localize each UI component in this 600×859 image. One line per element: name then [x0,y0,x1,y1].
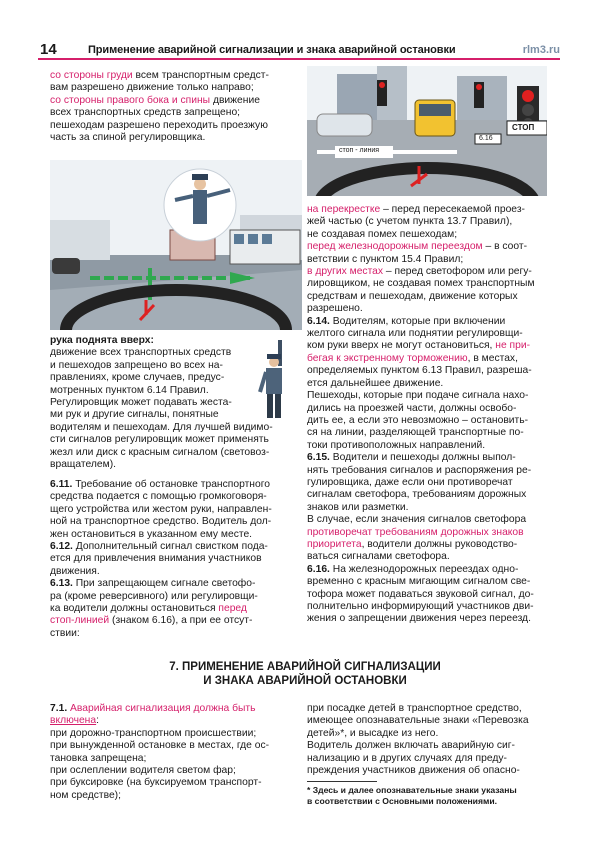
text-fragment: : [96,715,99,727]
intersection-drawing [50,160,302,330]
text-line: дились на проезжей части, должны освобо- [307,402,517,414]
officer-raised-hand-figure [256,340,298,420]
rule-number: 6.12. [50,541,73,553]
text-line: мотренных пунктом 6.14 Правил. [50,384,209,396]
text-fragment: Водители и пешеходы должны выпол- [329,452,516,464]
highlight-no-braking: не при- [495,340,531,352]
text-line: гулировщика, даже если они противоречат [307,476,513,488]
bottom-right-text [307,703,549,806]
stop-line-drawing [307,66,547,196]
text-line: не создавая помех пешеходам; [307,228,458,240]
text-fragment: На железнодорожных переездах одно- [329,563,519,575]
text-line: ся на линии, разделяющей транспортные по- [307,427,524,439]
rule-7-1-text [50,703,300,802]
text-line: Водитель должен включать аварийную сиг- [307,740,515,752]
text-fragment: При запрещающем сигнале светофо- [72,578,256,590]
text-line: при ослеплении водителя светом фар; [50,765,236,777]
rule-6-12-text [50,553,300,578]
rule-number: 6.15. [307,452,330,464]
text-fragment: – в соот- [482,241,528,253]
text-line: преждения участников движения об опасно- [307,765,520,777]
text-line: при буксировке (на буксируемом транспорт- [50,777,262,789]
highlight-priority: приоритета [307,538,362,550]
highlight-emergency-braking: бегая к экстренному торможению [307,352,468,364]
highlight-before: перед [218,603,247,615]
rule-number: 6.11. [50,479,73,490]
highlight-right-side: со стороны правого бока и спины [50,94,211,106]
rules-left-text [50,479,300,640]
text-line: дить ее, а если это невозможно – остановить- [307,414,529,426]
text-line: ствии: [50,627,80,639]
text-fragment: – перед светофором или регу- [383,266,532,278]
highlight-chest: со стороны груди [50,70,133,81]
intersection-illustration [50,160,302,330]
page-header [38,41,560,60]
text-line: сти сигналов регулировщик может применять [50,434,269,446]
text-line: и пешеходов запрещено во всех на- [50,359,223,371]
text-line: средствам и пешеходам, движение которых [307,290,518,302]
text-line: жей частью (с учетом пункта 13.7 Правил), [307,216,513,228]
text-line: движения. [50,565,100,577]
rule-6-15-text [307,465,549,515]
rule-7-1-cases [50,728,300,802]
text-fragment: движение [210,94,260,106]
text-line: всех транспортных средств запрещено; [50,107,241,119]
highlight-hazard-lights: Аварийная сигнализация должна быть [67,703,256,714]
text-line: жезл или диск с красным сигналом (световоз- [50,446,270,458]
text-line: движение всех транспортных средств [50,347,232,359]
text-fragment: (знаком 6.16), а при ее отсут- [109,615,253,627]
text-line: при посадке детей в транспортное средство, [307,703,522,714]
text-line: правлениях, кроме случаев, предус- [50,372,225,384]
text-line: токи противоположных направлений. [307,439,486,451]
text-line: ваться сигналами светофора. [307,551,450,563]
text-line: ется для привлечения внимания участников [50,553,262,565]
stop-line-illustration [307,66,547,196]
footnote-line: * Здесь и далее опознавательные знаки указаны [307,785,517,796]
pedestrian-paragraph [307,390,549,452]
text-line: тофора может подаваться звуковой сигнал, до- [307,588,534,600]
text-fragment: – перед пересекаемой проез- [380,204,525,215]
text-fragment: Водителям, которые при включении [329,315,506,327]
text-fragment: ком руки вверх не могут остановиться, [307,340,496,352]
text-line: ном средстве); [50,789,121,801]
rule-number: 6.16. [307,563,330,575]
stop-line-label: стоп - линия [339,147,380,154]
text-line: полнительно информирующий участников дви- [307,601,534,612]
text-line: желтого сигнала или поднятии регулировщи- [307,328,523,340]
officer-drawing [256,340,298,420]
text-line: ми рук и другие сигналы, понятные [50,409,219,421]
text-line: лировщиком, не создавая помех транспортным [307,278,535,290]
text-line: средства подается с помощью громкоговоря- [50,491,267,503]
right-column-text [307,204,549,626]
text-line: детей»*, и высадке из него. [307,727,439,739]
sign-number-label: 6.16 [479,135,493,142]
site-link[interactable]: rlm3.ru [522,44,560,56]
text-fragment: ка водители должны остановиться [50,603,219,615]
text-line: разрешено. [307,303,363,315]
text-line: часть за спиной регулировщика. [50,132,206,144]
text-line: вращателем). [50,459,116,471]
rule-6-11-text [50,491,300,541]
text-line: пешеходам разрешено переходить проезжую [50,119,268,131]
text-fragment: Требование об остановке транспортного [72,479,270,490]
highlight-other-places: в других местах [307,266,384,278]
text-line: при вынужденной остановке в местах, где ос- [50,740,270,752]
highlight-stop-line: стоп-линией [50,615,110,627]
text-line: В случае, если значения сигналов светофора [307,514,527,526]
text-fragment: , водители должны руководство- [361,538,518,550]
text-fragment: , в местах, [467,352,518,364]
section-title-line: И ЗНАКА АВАРИЙНОЙ ОСТАНОВКИ [203,675,407,687]
text-line: при дорожно-транспортном происшествии; [50,727,257,739]
footnote-divider [307,781,377,782]
text-line: Регулировщик может подавать жеста- [50,397,232,409]
highlight-railway: перед железнодорожным переездом [307,241,483,253]
highlight-enabled: включена [50,715,97,727]
text-line: знаков или разметки. [307,501,409,513]
text-line: жен остановиться в указанном ему месте. [50,528,253,540]
left-top-text [50,70,298,144]
text-line: ется дальнейшее движение. [307,377,444,389]
rule-7-1-continued [307,703,549,777]
rule-6-16-text [307,576,549,626]
hand-raised-heading: рука поднята вверх: [50,335,154,346]
text-line: определяемых пунктом 6.13 Правил, разреша- [307,365,532,377]
section-title-line: 7. ПРИМЕНЕНИЕ АВАРИЙНОЙ СИГНАЛИЗАЦИИ [169,661,441,673]
text-line: нять требования сигналов и распоряжения ре- [307,464,532,476]
text-line: щего устройства или жестом руки, направлен- [50,503,272,515]
text-fragment: Дополнительный сигнал свистком пода- [72,541,268,553]
section-7-title [140,660,470,688]
rule-number: 7.1. [50,703,68,714]
page-number: 14 [40,41,57,58]
highlight-priority-signs: противоречат требованиям дорожных знаков [307,526,524,538]
text-line: жения о запрещении движения через переезд. [307,613,531,625]
text-line: Пешеходы, которые при подаче сигнала нахо- [307,390,529,402]
text-line: имеющее опознавательные знаки «Перевозка [307,715,529,727]
text-line: сигналам светофора, требованиям дорожных [307,489,527,501]
text-line: вам разрешено движение только направо; [50,82,254,94]
footnote-line: в соответствии с Основными положениями. [307,795,497,806]
text-line: тановка запрещена; [50,752,147,764]
rule-number: 6.14. [307,315,330,327]
text-line: ветствии с пунктом 15.4 Правил; [307,253,464,265]
highlight-intersection: на перекрестке [307,204,381,215]
rule-number: 6.13. [50,578,73,590]
text-line: ной на транспортное средство. Водитель дол- [50,516,272,528]
text-line: ра (кроме реверсивного) или регулировщи- [50,590,258,602]
text-fragment: всем транспортным средст- [132,70,269,81]
running-title: Применение аварийной сигнализации и знака аварийной остановки [88,44,456,56]
text-line: нализацию и в других случаях для преду- [307,752,507,764]
text-line: водителям и пешеходам. Для лучшей видимо- [50,421,273,433]
text-line: временно с красным мигающим сигналом све- [307,576,531,588]
stop-sign-label: СТОП [512,123,535,132]
